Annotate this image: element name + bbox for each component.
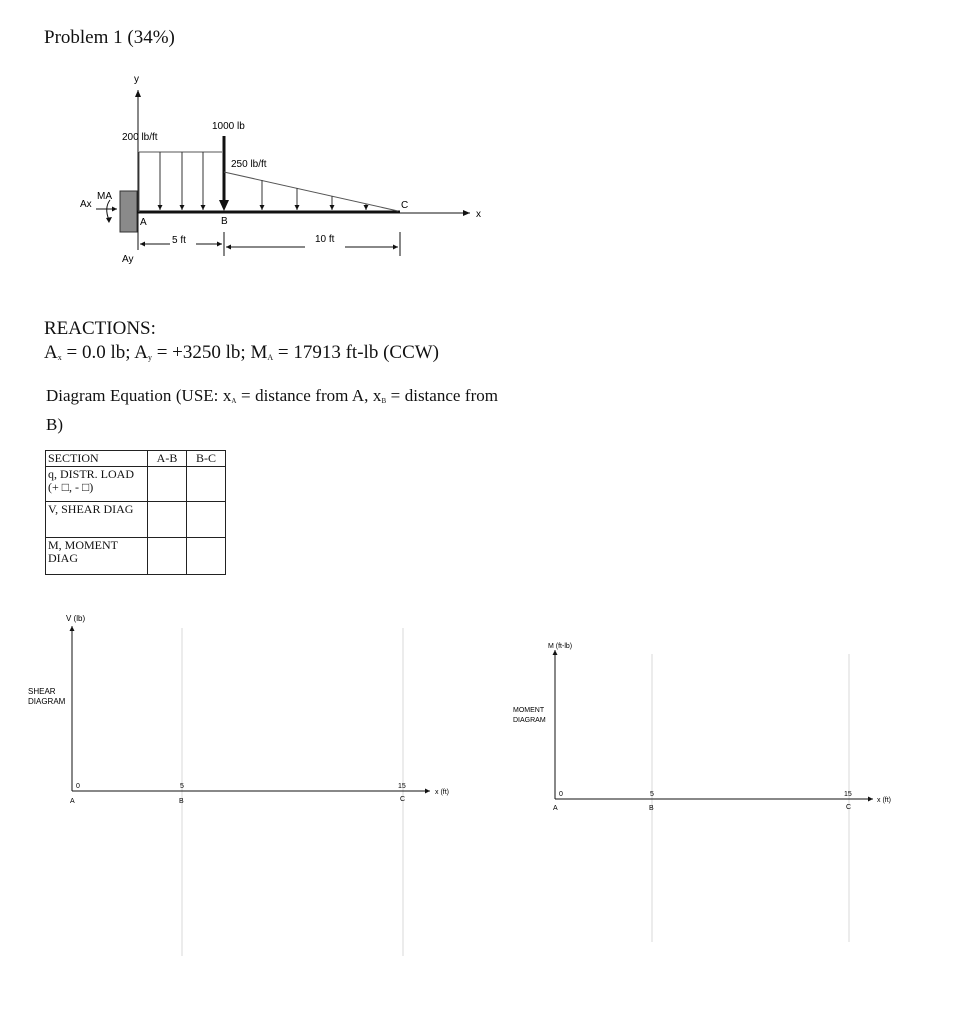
triangular-load-edge: [224, 172, 398, 211]
ax-symbol: A: [44, 342, 58, 363]
tick-0: 0: [76, 783, 80, 790]
table-header-section: SECTION: [46, 451, 148, 467]
table-header-row: [46, 451, 226, 467]
uniform-load-arrows: [160, 152, 203, 210]
shear-side-label-2: DIAGRAM: [28, 697, 66, 706]
tick-15: 15: [398, 783, 406, 790]
section-table: [45, 450, 226, 575]
cell-moment-bc[interactable]: [187, 538, 226, 575]
row-label-distr-load: q, DISTR. LOAD (+ □, - □): [46, 467, 148, 502]
beam-point-a: A: [140, 217, 147, 228]
ay-symbol: A: [134, 342, 148, 363]
ma-arrowhead: [106, 217, 112, 223]
ma-label: MA: [97, 191, 112, 202]
ma-symbol: M: [250, 342, 268, 363]
v-axis-label: V (lb): [66, 614, 86, 623]
m-axis-label: M (ft-lb): [548, 643, 573, 650]
dim-bc-label: 10 ft: [315, 234, 335, 245]
shear-side-label-1: SHEAR: [28, 687, 56, 696]
ax-subscript: x: [57, 353, 62, 362]
table-row: [46, 467, 226, 502]
x-axis-label: x (ft): [435, 789, 449, 796]
moment-side-label-2: DIAGRAM: [513, 717, 546, 724]
tick-5: 5: [180, 783, 184, 790]
fixed-support-wall: [120, 191, 137, 232]
beam-point-b: B: [221, 216, 228, 227]
point-b: B: [179, 798, 184, 805]
moment-side-label-1: MOMENT: [513, 707, 545, 714]
row-label-moment: M, MOMENT DIAG: [46, 538, 148, 575]
y-axis-label: y: [134, 74, 139, 85]
tick-0: 0: [559, 791, 563, 798]
ma-arc: [107, 200, 110, 220]
ax-value: = 0.0 lb;: [61, 342, 135, 363]
point-c: C: [400, 796, 406, 803]
table-row: [46, 502, 226, 538]
problem-title: Problem 1 (34%): [44, 27, 175, 48]
ay-label: Ay: [122, 254, 134, 265]
point-a: A: [70, 798, 75, 805]
diagram-equation-instructions: Diagram Equation (USE: $x_A$ = distance from A, $x_B$ = distance from B): [46, 386, 498, 434]
reactions-heading: REACTIONS:: [44, 318, 156, 339]
reactions-values: [44, 342, 439, 364]
triangular-load-label: 250 lb/ft: [231, 159, 267, 170]
beam-diagram: [0, 0, 979, 300]
ay-subscript: y: [147, 353, 152, 362]
point-c: C: [846, 804, 852, 811]
ax-label: Ax: [80, 199, 92, 210]
ma-subscript: A: [267, 353, 274, 362]
point-a: A: [553, 805, 558, 812]
table-header-ab: A-B: [148, 451, 187, 467]
point-load-label: 1000 lb: [212, 121, 245, 132]
tick-15: 15: [844, 791, 852, 798]
cell-distr-load-ab[interactable]: [148, 467, 187, 502]
moment-diagram-plot[interactable]: [495, 630, 975, 950]
x-axis-label: x: [476, 209, 481, 220]
ma-value: = 17913 ft-lb (CCW): [273, 342, 440, 363]
point-load-arrowhead: [219, 200, 229, 211]
cell-shear-bc[interactable]: [187, 502, 226, 538]
point-b: B: [649, 805, 654, 812]
cell-shear-ab[interactable]: [148, 502, 187, 538]
table-header-bc: B-C: [187, 451, 226, 467]
dim-ab-label: 5 ft: [172, 235, 186, 246]
cell-distr-load-bc[interactable]: [187, 467, 226, 502]
tick-5: 5: [650, 791, 654, 798]
beam-point-c: C: [401, 200, 409, 211]
cell-moment-ab[interactable]: [148, 538, 187, 575]
row-label-shear: V, SHEAR DIAG: [46, 502, 148, 538]
x-axis-label: x (ft): [877, 797, 891, 804]
ay-value: = +3250 lb;: [151, 342, 251, 363]
shear-diagram-plot[interactable]: [0, 600, 490, 970]
uniform-load-label: 200 lb/ft: [122, 132, 158, 143]
table-row: [46, 538, 226, 575]
